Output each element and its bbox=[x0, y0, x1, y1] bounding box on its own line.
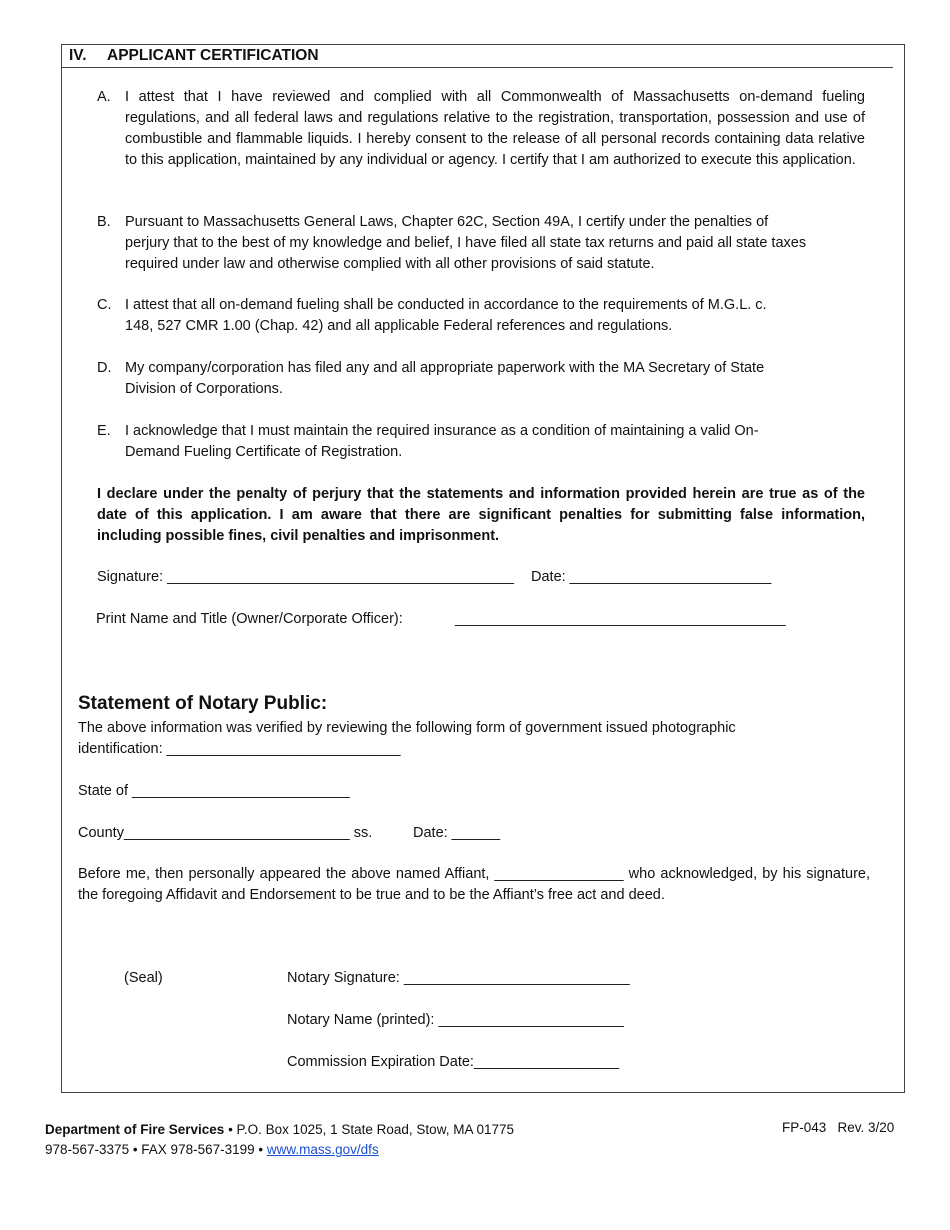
certification-item-e bbox=[97, 421, 792, 463]
item-letter: D. bbox=[97, 360, 112, 376]
certification-item-b bbox=[97, 212, 809, 275]
item-letter: E. bbox=[97, 423, 111, 439]
section-title bbox=[69, 47, 319, 65]
footer-address: • P.O. Box 1025, 1 State Road, Stow, MA 01775 bbox=[224, 1122, 514, 1137]
print-name-field[interactable]: _________________________________________ bbox=[455, 611, 786, 627]
notary-title: Statement of Notary Public: bbox=[78, 693, 328, 714]
item-text: My company/corporation has filed any and all appropriate paperwork with the MA Secretary of State Division of Corporations. bbox=[125, 360, 765, 397]
item-text: I attest that I have reviewed and complied with all Commonwealth of Massachusetts on-demand fueling regulations, and all federal laws and regulations relative to the registration, transportation, possession and use of combustible and flammable liquids. I hereby consent to the release of all personal records containing data relative to this application, maintained by any individual or agency. I certify that I am authorized to execute this application. bbox=[125, 89, 865, 168]
item-text: Pursuant to Massachusetts General Laws, Chapter 62C, Section 49A, I certify under the penalties of perjury that to the best of my knowledge and belief, I have filed all state tax returns and paid all state taxes required under law and otherwise complied with all other provisions of said statute. bbox=[125, 214, 807, 272]
title-divider bbox=[61, 67, 893, 68]
affiant-statement: Before me, then personally appeared the above named Affiant, ________________ who acknowledged, by his signature, the foregoing Affidavit and Endorsement to be true and to be the Affiant’s free act and deed. bbox=[78, 866, 870, 903]
item-text: I acknowledge that I must maintain the required insurance as a condition of maintaining a valid On-Demand Fueling Certificate of Registration. bbox=[125, 423, 759, 460]
signature-date-field[interactable]: Date: _________________________ bbox=[531, 569, 772, 585]
id-verification-text[interactable]: The above information was verified by reviewing the following form of government issued photographic identification: _____________________________ bbox=[78, 720, 736, 757]
item-text: I attest that all on-demand fueling shall be conducted in accordance to the requirements of M.G.L. c. 148, 527 CMR 1.00 (Chap. 42) and all applicable Federal references and regulations. bbox=[125, 297, 767, 334]
county-field[interactable]: County____________________________ ss. bbox=[78, 825, 373, 841]
item-letter: B. bbox=[97, 214, 111, 230]
print-name-label: Print Name and Title (Owner/Corporate Officer): bbox=[96, 611, 403, 627]
footer-url-link[interactable]: www.mass.gov/dfs bbox=[266, 1142, 379, 1157]
notary-date-field[interactable]: Date: ______ bbox=[413, 825, 501, 841]
footer bbox=[45, 1120, 514, 1160]
footer-dept: Department of Fire Services bbox=[45, 1122, 225, 1137]
item-letter: A. bbox=[97, 89, 111, 105]
state-field[interactable]: State of ___________________________ bbox=[78, 783, 350, 799]
certification-item-c bbox=[97, 295, 775, 337]
perjury-declaration: I declare under the penalty of perjury that the statements and information provided herein are true as of the date of this application. I am aware that there are significant penalties for submitting false information, including possible fines, civil penalties and imprisonment. bbox=[97, 486, 865, 544]
section-title-text: APPLICANT CERTIFICATION bbox=[107, 47, 319, 64]
section-number: IV. bbox=[69, 47, 87, 64]
signature-field[interactable]: Signature: ___________________________________________ bbox=[97, 569, 514, 585]
commission-expiration-field[interactable]: Commission Expiration Date:__________________ bbox=[287, 1054, 620, 1070]
certification-item-d bbox=[97, 358, 792, 400]
seal-label: (Seal) bbox=[124, 970, 163, 986]
certification-item-a bbox=[97, 87, 865, 171]
notary-signature-field[interactable]: Notary Signature: ____________________________ bbox=[287, 970, 630, 986]
form-id: FP-043 Rev. 3/20 bbox=[782, 1120, 895, 1135]
item-letter: C. bbox=[97, 297, 112, 313]
notary-name-field[interactable]: Notary Name (printed): _______________________ bbox=[287, 1012, 624, 1028]
footer-phone: 978-567-3375 • FAX 978-567-3199 • bbox=[45, 1142, 267, 1157]
